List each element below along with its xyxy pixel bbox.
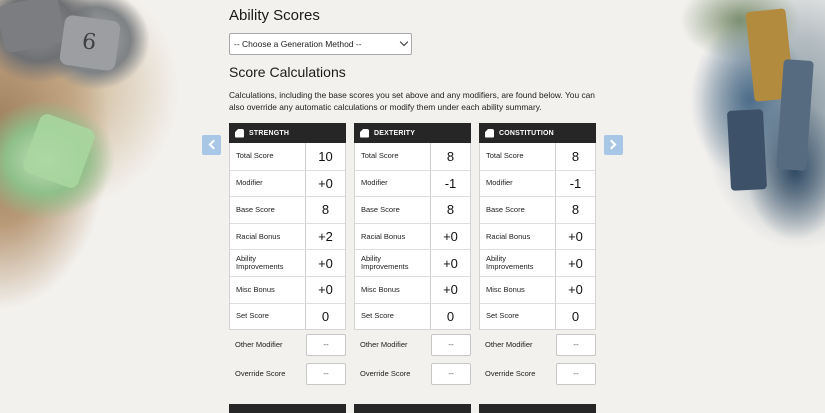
base-score-row xyxy=(230,196,345,223)
misc-bonus-row xyxy=(480,276,595,303)
base-score-row xyxy=(355,196,470,223)
misc-bonus-row xyxy=(355,276,470,303)
chevron-left-icon xyxy=(209,140,219,150)
ability-improvements-value: +0 xyxy=(555,250,595,276)
racial-bonus-row xyxy=(480,223,595,250)
ability-name: CONSTITUTION xyxy=(499,129,554,137)
base-score-value: 8 xyxy=(430,197,470,223)
hero-figure xyxy=(727,109,767,191)
ability-card-constitution xyxy=(479,123,596,388)
ability-header xyxy=(479,123,596,143)
row-label: Other Modifier xyxy=(235,340,283,350)
row-label: Modifier xyxy=(236,178,263,188)
row-label: Misc Bonus xyxy=(486,284,525,294)
constitution-icon xyxy=(485,129,494,138)
misc-bonus-value: +0 xyxy=(430,277,470,303)
racial-bonus-value: +0 xyxy=(555,224,595,250)
chevron-right-icon xyxy=(607,140,617,150)
ability-card-next-row xyxy=(229,404,346,413)
strength-icon xyxy=(235,129,244,138)
modifier-row xyxy=(230,170,345,197)
ability-improvements-value: +0 xyxy=(430,250,470,276)
section-description: Calculations, including the base scores you set above and any modifiers, are found below. You can also override any automatic calculations or modify them under each ability summary. xyxy=(229,90,595,112)
modifier-value: -1 xyxy=(430,171,470,197)
row-label: Misc Bonus xyxy=(236,284,275,294)
modifier-row xyxy=(355,170,470,197)
modifier-row xyxy=(480,170,595,197)
ability-improvements-row xyxy=(355,249,470,276)
other-modifier-row xyxy=(479,330,596,359)
other-modifier-input[interactable]: -- xyxy=(556,334,596,356)
total-score-row xyxy=(230,143,345,170)
base-score-value: 8 xyxy=(305,197,345,223)
ability-card-strength xyxy=(229,123,346,388)
ability-card-next-row xyxy=(479,404,596,413)
hero-figure xyxy=(776,59,814,171)
generation-method-value: -- Choose a Generation Method -- xyxy=(234,39,362,49)
other-modifier-input[interactable]: -- xyxy=(306,334,346,356)
racial-bonus-value: +2 xyxy=(305,224,345,250)
override-score-input[interactable]: -- xyxy=(556,363,596,385)
ability-improvements-value: +0 xyxy=(305,250,345,276)
generation-method-select[interactable] xyxy=(229,33,412,55)
total-score-row xyxy=(480,143,595,170)
racial-bonus-row xyxy=(230,223,345,250)
racial-bonus-row xyxy=(355,223,470,250)
row-label: Set Score xyxy=(486,311,519,321)
base-score-value: 8 xyxy=(555,197,595,223)
ability-improvements-row xyxy=(230,249,345,276)
die-image xyxy=(0,0,66,54)
next-page-button[interactable] xyxy=(604,135,623,155)
row-label: Racial Bonus xyxy=(361,231,406,241)
row-label: Override Score xyxy=(235,369,286,379)
section-subtitle: Score Calculations xyxy=(229,64,346,80)
set-score-row xyxy=(230,303,345,330)
row-label: Racial Bonus xyxy=(236,231,281,241)
ability-header xyxy=(229,123,346,143)
row-label: Total Score xyxy=(486,151,524,161)
misc-bonus-value: +0 xyxy=(555,277,595,303)
chevron-down-icon xyxy=(400,38,408,46)
modifier-value: +0 xyxy=(305,171,345,197)
total-score-value: 8 xyxy=(555,143,595,170)
override-score-input[interactable]: -- xyxy=(431,363,471,385)
total-score-value: 8 xyxy=(430,143,470,170)
ability-improvements-row xyxy=(480,249,595,276)
row-label: Other Modifier xyxy=(360,340,408,350)
row-label: Modifier xyxy=(361,178,388,188)
prev-page-button[interactable] xyxy=(202,135,221,155)
row-label: Modifier xyxy=(486,178,513,188)
misc-bonus-value: +0 xyxy=(305,277,345,303)
row-label: Total Score xyxy=(236,151,274,161)
base-score-row xyxy=(480,196,595,223)
row-label: Ability Improvements xyxy=(236,254,284,272)
total-score-value: 10 xyxy=(305,143,345,170)
total-score-row xyxy=(355,143,470,170)
override-score-row xyxy=(479,359,596,388)
other-modifier-row xyxy=(354,330,471,359)
ability-name: STRENGTH xyxy=(249,129,290,137)
row-label: Misc Bonus xyxy=(361,284,400,294)
row-label: Set Score xyxy=(361,311,394,321)
override-score-row xyxy=(229,359,346,388)
row-label: Other Modifier xyxy=(485,340,533,350)
set-score-value: 0 xyxy=(305,304,345,330)
row-label: Override Score xyxy=(360,369,411,379)
row-label: Base Score xyxy=(486,204,525,214)
page-title: Ability Scores xyxy=(229,7,320,24)
die-image xyxy=(21,112,97,190)
ability-card-dexterity xyxy=(354,123,471,388)
set-score-value: 0 xyxy=(430,304,470,330)
row-label: Ability Improvements xyxy=(486,254,534,272)
ability-header xyxy=(354,123,471,143)
ability-name: DEXTERITY xyxy=(374,129,416,137)
ability-card-next-row xyxy=(354,404,471,413)
die-image: 6 xyxy=(59,14,121,71)
set-score-row xyxy=(480,303,595,330)
row-label: Racial Bonus xyxy=(486,231,531,241)
dice-artwork xyxy=(0,0,190,413)
set-score-row xyxy=(355,303,470,330)
override-score-row xyxy=(354,359,471,388)
racial-bonus-value: +0 xyxy=(430,224,470,250)
row-label: Set Score xyxy=(236,311,269,321)
row-label: Base Score xyxy=(361,204,400,214)
other-modifier-row xyxy=(229,330,346,359)
row-label: Total Score xyxy=(361,151,399,161)
row-label: Base Score xyxy=(236,204,275,214)
dexterity-icon xyxy=(360,129,369,138)
override-score-input[interactable]: -- xyxy=(306,363,346,385)
row-label: Ability Improvements xyxy=(361,254,409,272)
row-label: Override Score xyxy=(485,369,536,379)
modifier-value: -1 xyxy=(555,171,595,197)
misc-bonus-row xyxy=(230,276,345,303)
other-modifier-input[interactable]: -- xyxy=(431,334,471,356)
set-score-value: 0 xyxy=(555,304,595,330)
heroes-artwork xyxy=(630,0,825,413)
